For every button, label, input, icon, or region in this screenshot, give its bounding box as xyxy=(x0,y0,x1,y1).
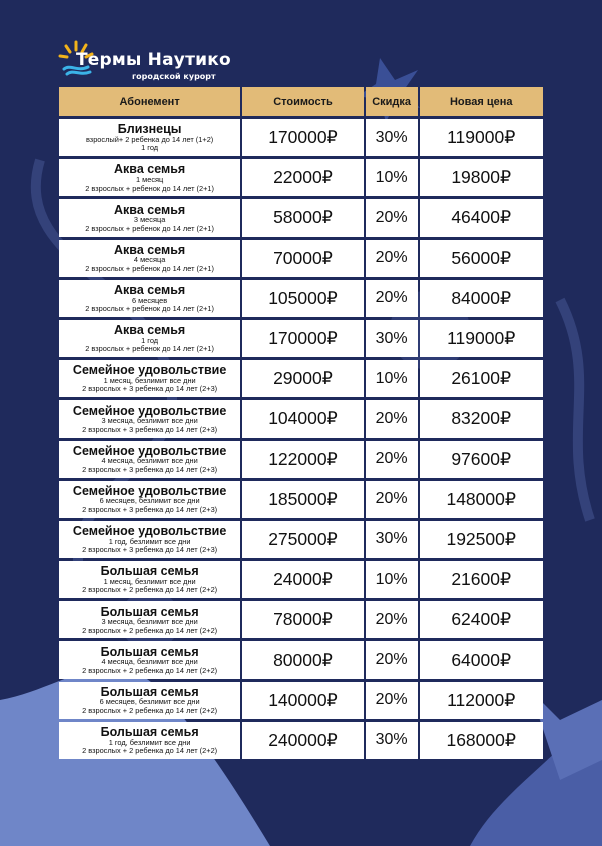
plan-detail: 2 взрослых + ребенок до 14 лет (2+1) xyxy=(85,304,214,314)
new-price-cell xyxy=(420,601,543,638)
plan-detail: 4 месяца, безлимит все дни xyxy=(101,456,198,466)
plan-name: Семейное удовольствие xyxy=(72,443,227,458)
table-row xyxy=(59,601,543,638)
plan-detail: 2 взрослых + 3 ребенка до 14 лет (2+3) xyxy=(82,384,218,394)
plan-cell xyxy=(59,400,240,437)
discount-cell xyxy=(366,400,418,437)
new-price: 148000₽ xyxy=(446,488,516,509)
table-row xyxy=(59,280,543,317)
header-new-price: Новая цена xyxy=(420,87,543,116)
plan-detail: 1 год, безлимит все дни xyxy=(108,536,191,546)
price: 78000₽ xyxy=(273,609,333,630)
new-price: 192500₽ xyxy=(446,528,516,549)
plan-detail: 2 взрослых + ребенок до 14 лет (2+1) xyxy=(85,223,214,233)
price-cell xyxy=(242,199,363,236)
discount-cell xyxy=(366,682,418,719)
plan-cell xyxy=(59,280,240,317)
plan-detail: 1 год, безлимит все дни xyxy=(108,737,191,747)
discount: 20% xyxy=(375,691,408,709)
new-price: 26100₽ xyxy=(451,368,512,389)
new-price: 84000₽ xyxy=(451,287,512,308)
price-cell xyxy=(242,320,363,357)
price: 70000₽ xyxy=(273,247,333,268)
new-price: 168000₽ xyxy=(446,729,516,750)
plan-detail: 2 взрослых + 3 ребенка до 14 лет (2+3) xyxy=(82,505,218,515)
plan-name: Аква семья xyxy=(114,283,186,297)
discount-cell xyxy=(366,441,418,478)
plan-cell xyxy=(59,722,240,759)
plan-detail: 1 месяц xyxy=(135,174,164,184)
price-cell xyxy=(242,119,363,156)
price: 22000₽ xyxy=(273,167,333,188)
plan-name: Аква семья xyxy=(114,202,186,217)
price-cell xyxy=(242,641,363,678)
plan-cell xyxy=(59,601,240,638)
table-row xyxy=(59,159,543,196)
price-cell xyxy=(242,441,363,478)
plan-detail: 2 взрослых + 2 ребенка до 14 лет (2+2) xyxy=(82,625,218,635)
discount-cell xyxy=(366,159,418,196)
price-cell xyxy=(242,722,363,759)
new-price-cell xyxy=(420,159,543,196)
price: 122000₽ xyxy=(268,448,338,469)
new-price: 64000₽ xyxy=(451,649,512,670)
brand-logo xyxy=(58,36,231,86)
plan-detail: 3 месяца, безлимит все дни xyxy=(101,416,198,426)
new-price: 119000₽ xyxy=(447,328,516,349)
plan-cell xyxy=(59,119,240,156)
new-price-cell xyxy=(420,722,543,759)
header-plan: Абонемент xyxy=(59,87,240,116)
plan-detail: 2 взрослых + 2 ребенка до 14 лет (2+2) xyxy=(82,746,218,756)
plan-detail: 2 взрослых + 3 ребенка до 14 лет (2+3) xyxy=(82,545,218,555)
table-body xyxy=(59,119,543,759)
new-price-cell xyxy=(420,240,543,277)
price-cell xyxy=(242,159,363,196)
table-row xyxy=(59,641,543,678)
plan-cell xyxy=(59,320,240,357)
discount: 20% xyxy=(375,490,408,508)
discount-cell xyxy=(366,320,418,357)
plan-name: Близнецы xyxy=(117,122,182,137)
plan-cell xyxy=(59,521,240,558)
table-row xyxy=(59,240,543,277)
plan-detail: 2 взрослых + 2 ребенка до 14 лет (2+2) xyxy=(82,705,218,715)
new-price-cell xyxy=(420,119,543,156)
price: 105000₽ xyxy=(268,287,338,308)
discount-cell xyxy=(366,240,418,277)
price-cell xyxy=(242,682,363,719)
new-price: 21600₽ xyxy=(451,569,512,590)
discount-cell xyxy=(366,481,418,518)
price-cell xyxy=(242,521,363,558)
table-row xyxy=(59,561,543,598)
table-row xyxy=(59,441,543,478)
plan-cell xyxy=(59,481,240,518)
table-row xyxy=(59,481,543,518)
new-price: 83200₽ xyxy=(451,408,512,429)
discount: 20% xyxy=(375,651,408,669)
table-row xyxy=(59,320,543,357)
discount-cell xyxy=(366,199,418,236)
discount: 20% xyxy=(375,409,408,427)
new-price: 62400₽ xyxy=(451,609,512,630)
plan-detail: 2 взрослых + ребенок до 14 лет (2+1) xyxy=(85,263,214,273)
header-discount: Скидка xyxy=(366,87,418,116)
plan-detail: 4 месяца, безлимит все дни xyxy=(101,657,198,667)
table-header xyxy=(59,87,543,116)
plan-detail: 4 месяца xyxy=(133,255,166,265)
plan-name: Семейное удовольствие xyxy=(72,403,227,418)
plan-cell xyxy=(59,159,240,196)
discount-cell xyxy=(366,561,418,598)
price: 58000₽ xyxy=(273,207,333,228)
discount: 30% xyxy=(375,731,408,749)
plan-detail: 1 год xyxy=(141,335,159,345)
discount: 30% xyxy=(375,128,408,146)
plan-detail: 1 год xyxy=(141,143,159,153)
new-price-cell xyxy=(420,199,543,236)
discount-cell xyxy=(366,360,418,397)
plan-cell xyxy=(59,360,240,397)
plan-name: Большая семья xyxy=(100,684,199,699)
table-row xyxy=(59,722,543,759)
plan-cell xyxy=(59,682,240,719)
price-cell xyxy=(242,481,363,518)
new-price-cell xyxy=(420,400,543,437)
price: 170000₽ xyxy=(268,127,338,148)
new-price-cell xyxy=(420,320,543,357)
price: 170000₽ xyxy=(268,328,338,349)
price-cell xyxy=(242,601,363,638)
table-row xyxy=(59,119,543,156)
plan-cell xyxy=(59,641,240,678)
plan-detail: 2 взрослых + 2 ребенка до 14 лет (2+2) xyxy=(82,665,218,675)
plan-name: Аква семья xyxy=(114,242,186,257)
price-cell xyxy=(242,400,363,437)
new-price: 46400₽ xyxy=(451,207,512,228)
table-row xyxy=(59,521,543,558)
plan-name: Семейное удовольствие xyxy=(72,524,227,539)
price-cell xyxy=(242,561,363,598)
plan-detail: 1 месяц, безлимит все дни xyxy=(103,375,196,385)
price: 240000₽ xyxy=(268,729,338,750)
new-price-cell xyxy=(420,360,543,397)
plan-cell xyxy=(59,441,240,478)
plan-cell xyxy=(59,199,240,236)
plan-detail: 2 взрослых + 3 ребенка до 14 лет (2+3) xyxy=(82,424,218,434)
new-price-cell xyxy=(420,641,543,678)
table-row xyxy=(59,400,543,437)
plan-detail: 6 месяцев, безлимит все дни xyxy=(99,496,200,506)
plan-cell xyxy=(59,240,240,277)
plan-name: Семейное удовольствие xyxy=(72,483,227,498)
plan-name: Большая семья xyxy=(100,604,199,619)
discount-cell xyxy=(366,641,418,678)
plan-detail: 2 взрослых + ребенок до 14 лет (2+1) xyxy=(85,344,214,354)
price: 185000₽ xyxy=(268,488,338,509)
new-price: 19800₽ xyxy=(451,167,512,188)
table-row xyxy=(59,360,543,397)
price: 80000₽ xyxy=(273,649,333,670)
plan-detail: 6 месяцев, безлимит все дни xyxy=(99,697,200,707)
new-price-cell xyxy=(420,280,543,317)
discount: 20% xyxy=(375,208,408,226)
discount: 30% xyxy=(375,329,408,347)
brand-subtitle: городской курорт xyxy=(132,72,216,81)
table-row xyxy=(59,682,543,719)
new-price-cell xyxy=(420,561,543,598)
discount: 20% xyxy=(375,249,408,267)
plan-name: Аква семья xyxy=(114,323,186,338)
header-price: Стоимость xyxy=(242,87,363,116)
plan-name: Большая семья xyxy=(100,725,199,740)
new-price-cell xyxy=(420,441,543,478)
discount: 10% xyxy=(375,168,408,186)
price: 140000₽ xyxy=(268,689,338,710)
price: 29000₽ xyxy=(273,368,333,389)
plan-detail: 2 взрослых + 2 ребенка до 14 лет (2+2) xyxy=(82,585,218,595)
discount: 10% xyxy=(375,570,408,588)
discount-cell xyxy=(366,601,418,638)
new-price: 119000₽ xyxy=(447,127,516,148)
plan-detail: 2 взрослых + 3 ребенка до 14 лет (2+3) xyxy=(82,464,218,474)
new-price-cell xyxy=(420,682,543,719)
discount-cell xyxy=(366,280,418,317)
discount-cell xyxy=(366,521,418,558)
discount-cell xyxy=(366,119,418,156)
discount: 20% xyxy=(375,610,408,628)
plan-detail: взрослый+ 2 ребенка до 14 лет (1+2) xyxy=(85,134,214,144)
plan-detail: 3 месяца, безлимит все дни xyxy=(101,617,198,626)
discount: 30% xyxy=(375,530,408,548)
price-table xyxy=(59,87,543,762)
new-price: 97600₽ xyxy=(451,448,512,469)
plan-cell xyxy=(59,561,240,598)
plan-detail: 3 месяца xyxy=(133,215,166,225)
price-cell xyxy=(242,360,363,397)
plan-detail: 2 взрослых + ребенок до 14 лет (2+1) xyxy=(85,183,214,193)
plan-name: Аква семья xyxy=(114,162,186,177)
discount-cell xyxy=(366,722,418,759)
table-row xyxy=(59,199,543,236)
plan-name: Большая семья xyxy=(100,564,199,579)
price-cell xyxy=(242,280,363,317)
price: 24000₽ xyxy=(273,569,333,590)
discount: 10% xyxy=(375,369,408,387)
discount: 20% xyxy=(375,450,408,468)
brand-title: Термы Наутико xyxy=(76,50,231,70)
discount: 20% xyxy=(375,289,408,307)
plan-name: Большая семья xyxy=(100,644,199,659)
price: 104000₽ xyxy=(268,408,338,429)
new-price: 112000₽ xyxy=(447,689,516,710)
new-price-cell xyxy=(420,521,543,558)
new-price: 56000₽ xyxy=(451,247,512,268)
price-cell xyxy=(242,240,363,277)
plan-detail: 1 месяц, безлимит все дни xyxy=(103,576,196,586)
new-price-cell xyxy=(420,481,543,518)
plan-name: Семейное удовольствие xyxy=(72,363,227,378)
price: 275000₽ xyxy=(268,528,338,549)
plan-detail: 6 месяцев xyxy=(131,295,168,305)
